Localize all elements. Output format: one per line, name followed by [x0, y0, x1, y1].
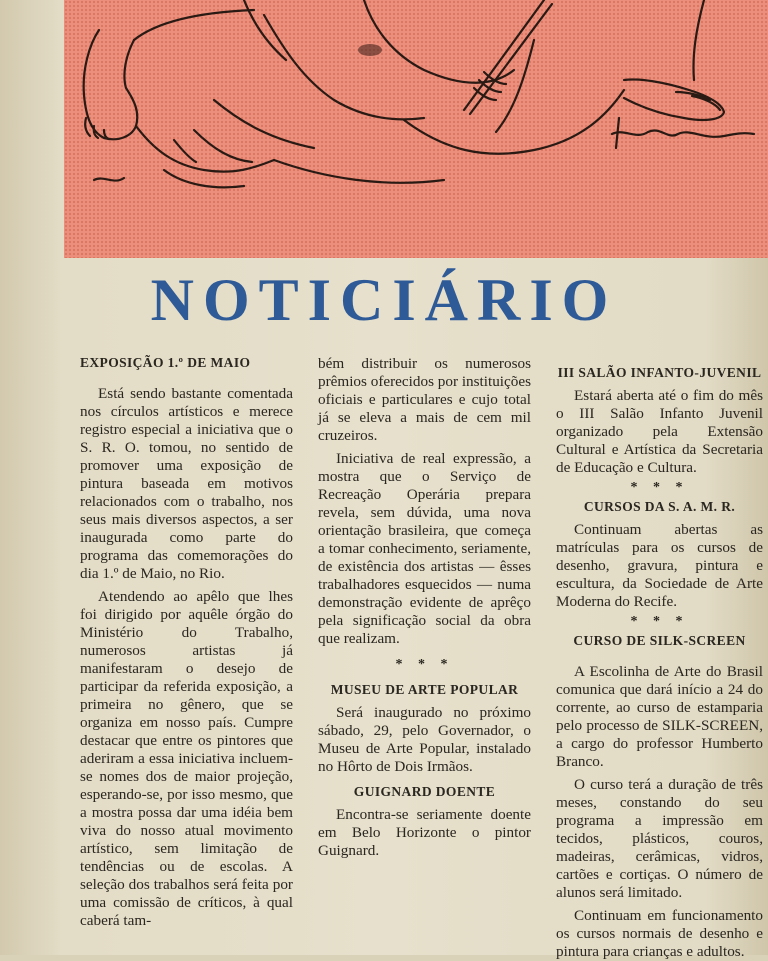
column-1 — [80, 355, 293, 930]
illustration — [64, 0, 768, 258]
column-3 — [556, 365, 763, 961]
silk-heading: CURSO DE SILK-SCREEN — [573, 633, 746, 648]
exposicao-paragraph-2: Atendendo ao apêlo que lhes foi dirigido por aquêle órgão do Ministério do Trabalho, numerosos artistas já manifestaram o desejo de participar da referida exposição, a primeira no gênero, que se organiza em nosso país. Cumpre destacar que entre os pintores que aderiram a essa iniciativa incluem-se nomes dos de maior projeção, esperando-se, por isso mesmo, que a mostra possa dar uma idéia bem viva do nosso atual movimento artístico, sem limitação de tendências ou de escolas. A seleção dos trabalhos será feita por uma comissão de críticos, à qual caberá tam- — [80, 588, 293, 929]
museu-heading: MUSEU DE ARTE POPULAR — [330, 682, 519, 697]
exposicao-continuation: bém distribuir os numerosos prêmios oferecidos por instituições oficiais e particulares e cujo total já se eleva a mais de cem mil cruzeiros. — [318, 355, 531, 444]
line-drawing — [64, 0, 768, 258]
silk-paragraph-3: Continuam em funcionamento os cursos normais de desenho e pintura para crianças e adultos. — [556, 907, 763, 960]
silk-paragraph-1: A Escolinha de Arte do Brasil comunica que dará início a 24 do corrente, ao curso de estamparia pelo processo de SILK-SCREEN, a cargo do professor Humberto Branco. — [556, 663, 763, 770]
section-separator: * * * — [395, 657, 454, 672]
salao-heading: III SALÃO INFANTO-JUVENIL — [557, 365, 762, 380]
samr-heading: CURSOS DA S. A. M. R. — [583, 499, 736, 514]
silk-paragraph-2: O curso terá a duração de três meses, constando do seu programa a impressão em tecidos, plásticos, couros, madeiras, cerâmicas, vidros, cartões e cortiças. O número de alunos será limitado. — [556, 776, 763, 901]
exposicao-paragraph-1: Está sendo bastante comentada nos círculos artísticos e merece registro especial a iniciativa que o S. R. O. tomou, no sentido de promover uma exposição de pintura baseada em motivos relacionados com o trabalho, nos seus mais diversos aspectos, a ser inaugurada como parte do programa das comemorações do dia 1.º de Maio, no Rio. — [80, 385, 293, 582]
page-title: NOTICIÁRIO — [150, 267, 618, 333]
guignard-paragraph: Encontra-se seriamente doente em Belo Horizonte o pintor Guignard. — [318, 806, 531, 859]
section-separator: * * * — [630, 614, 689, 629]
salao-paragraph: Estará aberta até o fim do mês o III Salão Infanto Juvenil organizado pela Extensão Cultural e Artística da Secretaria de Educação e Cultura. — [556, 387, 763, 476]
exposicao-paragraph-3: Iniciativa de real expressão, a mostra que o Serviço de Recreação Operária prepara revela, sem dúvida, uma nova orientação brasileira, que começa a tomar conhecimento, seriamente, de existência dos artistas — êsses trabalhadores esquecidos — numa demonstração evidente de aprêço pela significação social da obra que realizam. — [318, 450, 531, 647]
section-separator: * * * — [630, 480, 689, 495]
exposicao-heading: EXPOSIÇÃO 1.º DE MAIO — [80, 355, 251, 370]
samr-paragraph: Continuam abertas as matrículas para os cursos de desenho, gravura, pintura e escultura, da Sociedade de Arte Moderna do Recife. — [556, 521, 763, 610]
column-2 — [318, 355, 531, 860]
guignard-heading: GUIGNARD DOENTE — [353, 784, 496, 799]
museu-paragraph: Será inaugurado no próximo sábado, 29, pelo Governador, o Museu de Arte Popular, instalado no Hôrto de Dois Irmãos. — [318, 704, 531, 775]
